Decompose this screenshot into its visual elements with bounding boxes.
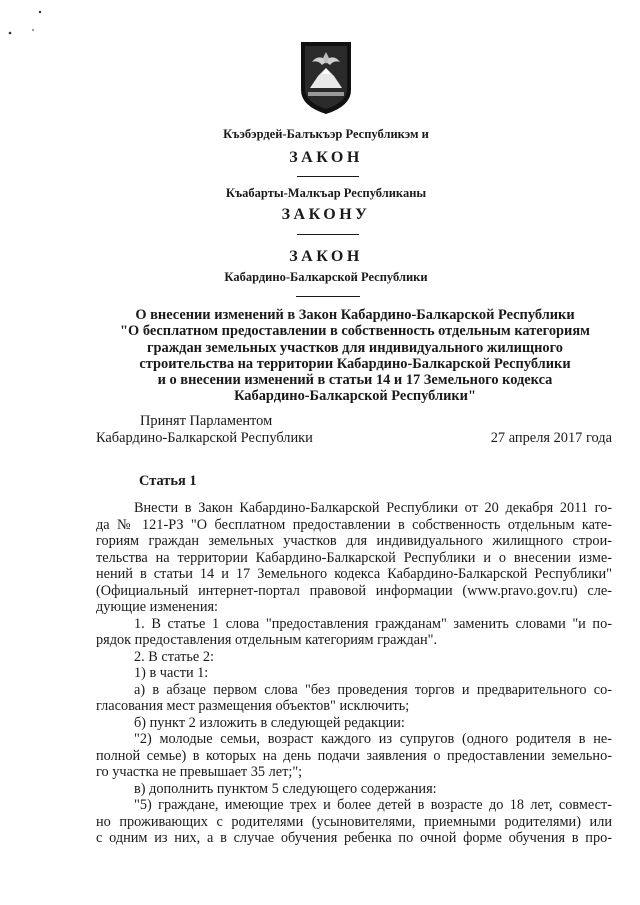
header-line-kabardian: Къэбэрдей-Балъкъэр Республикэм и xyxy=(223,127,429,141)
adoption-date: 27 апреля 2017 года xyxy=(490,430,612,446)
body-line: да № 121-РЗ "О бесплатном предоставлении в собственность отдельным кате- xyxy=(96,516,612,533)
law-title-line: граждан земельных участков для индивидуального жилищного xyxy=(147,339,563,356)
coat-of-arms-emblem xyxy=(298,40,354,116)
law-title-line: строительства на территории Кабардино-Балкарской Республики xyxy=(139,355,571,372)
body-line: гориям граждан земельных участков для индивидуального жилищного строи- xyxy=(96,533,612,549)
body-line: но проживающих с родителями (усыновителями, приемными родителями) или xyxy=(96,813,612,830)
body-line: нений в статьи 14 и 17 Земельного кодекса Кабардино-Балкарской Республики" xyxy=(96,566,612,582)
article-heading: Статья 1 xyxy=(139,473,197,489)
header-divider-2 xyxy=(297,234,359,235)
body-line: полной семье) в которых на день подачи заявления о предоставлении земельно- xyxy=(96,747,612,764)
body-line: гласования мест размещения объектов" исключить; xyxy=(96,698,410,714)
header-divider-1 xyxy=(297,176,359,177)
body-line: 2. В статье 2: xyxy=(134,648,214,665)
body-line: в) дополнить пунктом 5 следующего содержания: xyxy=(134,780,437,797)
header-line-russian: Кабардино-Балкарской Республики xyxy=(224,270,428,284)
header-divider-3 xyxy=(296,296,360,297)
adopted-by-parliament: Кабардино-Балкарской Республики xyxy=(96,430,313,446)
body-line: рядок предоставления отдельным категориям граждан". xyxy=(96,632,438,648)
body-line: дующие изменения: xyxy=(96,599,219,615)
body-line: Внести в Закон Кабардино-Балкарской Республики от 20 декабря 2011 го- xyxy=(134,500,612,516)
law-title-line: Кабардино-Балкарской Республики" xyxy=(234,388,476,405)
header-word-russian: ЗАКОН xyxy=(289,248,363,265)
law-title-line: О внесении изменений в Закон Кабардино-Балкарской Республики xyxy=(135,307,575,323)
law-title xyxy=(60,307,640,405)
body-line: с одним из них, а в случае обучения ребенка по очной форме обучения в про- xyxy=(96,830,612,846)
body-line: (Официальный интернет-портал правовой информации (www.pravo.gov.ru) сле- xyxy=(96,582,612,599)
body-line: б) пункт 2 изложить в следующей редакции: xyxy=(134,714,405,731)
header-line-balkar: Къабарты-Малкъар Республиканы xyxy=(225,186,427,200)
article-body xyxy=(96,500,612,847)
header-word-kabardian: ЗАКОН xyxy=(289,149,363,166)
body-line: "2) молодые семьи, возраст каждого из супругов (одного родителя в не- xyxy=(134,731,612,747)
adopted-by-label: Принят Парламентом xyxy=(140,413,273,429)
law-title-line: "О бесплатном предоставлении в собственность отдельным категориям xyxy=(120,323,590,340)
law-title-line: и о внесении изменений в статьи 14 и 17 Земельного кодекса xyxy=(157,372,553,389)
body-line: 1. В статье 1 слова "предоставления гражданам" заменить словами "и по- xyxy=(134,615,612,632)
scan-specks xyxy=(0,0,60,50)
body-line: тельства на территории Кабардино-Балкарской Республики и о внесении изме- xyxy=(96,549,612,566)
body-line: го участка не превышает 35 лет;"; xyxy=(96,764,303,780)
body-line: "5) граждане, имеющие трех и более детей в возрасте до 18 лет, совмест- xyxy=(134,797,612,813)
header-word-balkar: ЗАКОНУ xyxy=(281,206,371,223)
body-line: а) в абзаце первом слова "без проведения торгов и предварительного со- xyxy=(134,681,612,698)
body-line: 1) в части 1: xyxy=(134,665,209,681)
